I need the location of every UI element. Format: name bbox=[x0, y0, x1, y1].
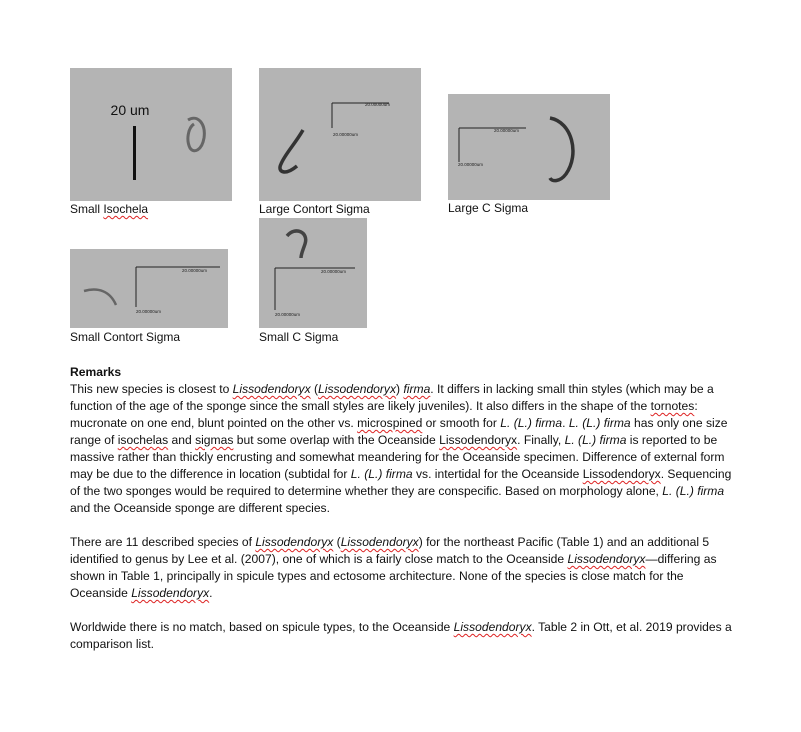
scale-axes bbox=[275, 268, 355, 310]
remarks-text-segment: . bbox=[562, 416, 569, 430]
remarks-text-segment: ( bbox=[310, 382, 319, 396]
remarks-text-segment: ( bbox=[333, 535, 341, 549]
sigma-spicule bbox=[287, 231, 306, 258]
remarks-text-segment: and bbox=[168, 433, 196, 447]
figure-large-contort-sigma bbox=[259, 68, 421, 217]
remarks-text-segment: . Finally, bbox=[517, 433, 565, 447]
remarks-text-segment: Lissodendoryx bbox=[318, 382, 397, 396]
remarks-text-segment: vs. intertidal for the Oceanside bbox=[412, 467, 583, 481]
remarks-text-segment: . It differs in lacking small thin styles (which may be a function of the age of the sponge since the small styles are likely juveniles). It also differs in the shape of the bbox=[70, 382, 714, 413]
remarks-text-segment: . Sequencing of the two sponges would be required to determine whether they are conspecific. Based on morphology alone, bbox=[70, 467, 732, 498]
figure-large-c-sigma bbox=[448, 94, 610, 216]
remarks-text-segment: and the Oceanside sponge are different species. bbox=[70, 501, 330, 515]
remarks-text-segment: firma bbox=[403, 382, 431, 396]
remarks-text-segment: Lissodendoryx bbox=[340, 535, 419, 549]
remarks-text-segment: There are 11 described species of bbox=[70, 535, 256, 549]
remarks-text-segment: Lissodendoryx bbox=[439, 433, 518, 447]
figure-caption: Small C Sigma bbox=[259, 330, 339, 344]
remarks-text-segment: L. (L.) firma bbox=[564, 433, 627, 447]
scale-y-label: 20.00000um bbox=[275, 312, 301, 317]
remarks-text-segment: . bbox=[209, 586, 213, 600]
scale-label: 20 um bbox=[110, 102, 150, 118]
remarks-text-segment: L. (L.) firma bbox=[350, 467, 413, 481]
scale-y-label: 20.00000um bbox=[458, 162, 484, 167]
remarks-text-segment: Lissodendoryx bbox=[232, 382, 311, 396]
scale-x-label: 20.00000um bbox=[182, 268, 208, 273]
figure-caption: Large Contort Sigma bbox=[259, 202, 370, 216]
scale-axes bbox=[136, 267, 220, 307]
isochela-spicule bbox=[188, 118, 204, 151]
figure-small-c-sigma bbox=[259, 218, 367, 345]
scale-axes bbox=[459, 128, 526, 162]
remarks-paragraph-3 bbox=[70, 619, 740, 653]
remarks-text-segment: or smooth for bbox=[422, 416, 501, 430]
figure-caption: Large C Sigma bbox=[448, 201, 529, 215]
sigma-spicule bbox=[550, 118, 573, 181]
scale-x-label: 20.00000um bbox=[321, 269, 347, 274]
remarks-text-segment: L. (L.) firma bbox=[662, 484, 725, 498]
remarks-text-segment: isochelas bbox=[117, 433, 169, 447]
remarks-text-segment: is reported to be massive rather than thickly encrusting and somewhat meandering for the Oceanside specimen. Difference of external form may be due to the difference in location (subtidal for bbox=[70, 433, 725, 481]
remarks-section bbox=[70, 364, 740, 653]
remarks-text-segment: This new species is closest to bbox=[70, 382, 233, 396]
remarks-text-segment: Lissodendoryx bbox=[582, 467, 661, 481]
figure-caption: Small Contort Sigma bbox=[70, 330, 181, 344]
remarks-text-segment: Lissodendoryx bbox=[453, 620, 532, 634]
remarks-text-segment: : mucronate on one end, blunt pointed on the other vs. bbox=[70, 399, 698, 430]
remarks-text-segment: Lissodendoryx bbox=[255, 535, 334, 549]
remarks-text-segment: Worldwide there is no match, based on spicule types, to the Oceanside bbox=[70, 620, 454, 634]
scale-y-label: 20.00000um bbox=[333, 132, 359, 137]
micrograph-small-c-sigma bbox=[259, 218, 367, 328]
remarks-text-segment: tornotes bbox=[650, 399, 695, 413]
scale-x-label: 20.00000um bbox=[494, 128, 520, 133]
figure-caption: Small Isochela bbox=[70, 202, 149, 216]
micrograph-small-contort-sigma bbox=[70, 249, 228, 328]
remarks-text-segment: has only one size range of bbox=[70, 416, 728, 447]
remarks-text-segment: sigmas bbox=[195, 433, 234, 447]
sigma-spicule bbox=[280, 130, 303, 172]
remarks-text-segment: ) for the northeast Pacific (Table 1) and an additional 5 identified to genus by Lee et al. (2007), one of which is a fairly close match to the Oceanside bbox=[70, 535, 710, 566]
remarks-heading: Remarks bbox=[70, 365, 122, 379]
scale-x-label: 20.00000um bbox=[365, 102, 391, 107]
remarks-text-segment: L. (L.) firma bbox=[500, 416, 563, 430]
micrograph-large-contort-sigma bbox=[259, 68, 421, 201]
remarks-paragraph-1 bbox=[70, 381, 740, 517]
remarks-text-segment: L. (L.) firma bbox=[568, 416, 631, 430]
figure-small-contort-sigma bbox=[70, 249, 228, 345]
remarks-text-segment: Lissodendoryx bbox=[131, 586, 210, 600]
micrograph-small-isochela bbox=[70, 68, 232, 201]
micrograph-large-c-sigma bbox=[448, 94, 610, 200]
remarks-text-segment: microspined bbox=[357, 416, 423, 430]
remarks-text-segment: but some overlap with the Oceanside bbox=[233, 433, 440, 447]
scale-y-label: 20.00000um bbox=[136, 309, 162, 314]
remarks-text-segment: ) bbox=[396, 382, 404, 396]
scale-bar bbox=[133, 126, 136, 180]
remarks-text-segment: . Table 2 in Ott, et al. 2019 provides a comparison list. bbox=[70, 620, 732, 651]
figure-small-isochela bbox=[70, 68, 232, 217]
sigma-spicule bbox=[84, 290, 116, 305]
remarks-text-segment: —differing as shown in Table 1, principally in spicule types and ectosome architecture. None of the species is close match for the Oceanside bbox=[70, 552, 717, 600]
remarks-text-segment: Lissodendoryx bbox=[567, 552, 646, 566]
remarks-paragraph-2 bbox=[70, 534, 740, 602]
